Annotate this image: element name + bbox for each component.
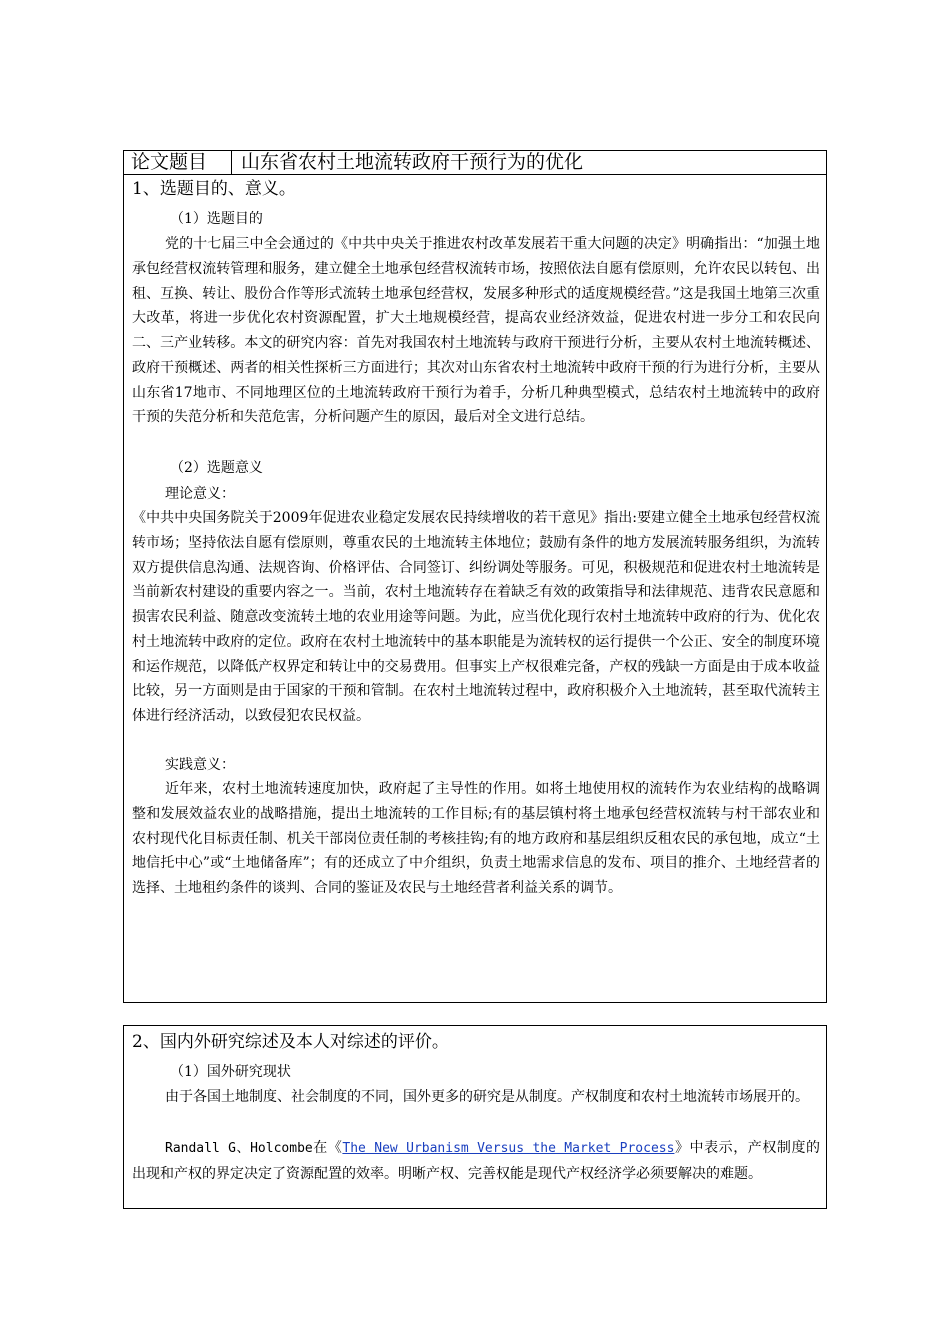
holcombe-paragraph [132,1136,820,1187]
section-1-significance-heading: （2）选题意义 [170,460,263,476]
title-divider [231,151,232,174]
thesis-title: 山东省农村土地流转政府干预行为的优化 [241,151,584,173]
section-2-heading: 2、国内外研究综述及本人对综述的评价。 [132,1032,449,1052]
practice-significance-label: 实践意义： [165,757,235,773]
theory-significance-label: 理论意义： [165,486,235,502]
foreign-research-heading: （1）国外研究现状 [170,1064,291,1080]
title-label: 论文题目 [131,151,208,173]
book-title-link[interactable]: The New Urbanism Versus the Market Process [342,1141,675,1156]
section-1-purpose-heading: （1）选题目的 [170,211,263,227]
foreign-research-paragraph: 由于各国土地制度、社会制度的不同，国外更多的研究是从制度。产权制度和农村土地流转市场展开的。 [165,1089,809,1105]
topic-form-table [123,150,827,1003]
practice-paragraph: 近年来，农村土地流转速度加快，政府起了主导性的作用。如将土地使用权的流转作为农业结构的战略调整和发展效益农业的战略措施，提出土地流转的工作目标;有的基层镇村将土地承包经营权流转与村干部农业和农村现代化目标责任制、机关干部岗位责任制的考核挂钩;有的地方政府和基层组织反租农民的承包地，成立“土地信托中心”或“土地储备库”；有的还成立了中介组织，负责土地需求信息的发布、项目的推介、土地经营者的选择、土地租约条件的谈判、合同的鉴证及农民与土地经营者利益关系的调节。 [132,781,820,896]
author-name: Randall G、Holcombe [165,1141,313,1156]
theory-paragraph: 《中共中央国务院关于2009年促进农业稳定发展农民持续增收的若干意见》指出:要建立健全土地承包经营权流转市场；坚持依法自愿有偿原则，尊重农民的土地流转主体地位；鼓励有条件的地方发展流转服务组织，为流转双方提供信息沟通、法规咨询、价格评估、合同签订、纠纷调处等服务。可见，积极规范和促进农村土地流转是当前新农村建设的重要内容之一。当前，农村土地流转存在着缺乏有效的政策指导和法律规范、违背农民意愿和损害农民利益、随意改变流转土地的农业用途等问题。为此，应当优化现行农村土地流转中政府的行为、优化农村土地流转中政府的定位。政府在农村土地流转中的基本职能是为流转权的运行提供一个公正、安全的制度环境和运作规范，以降低产权界定和转让中的交易费用。但事实上产权很难完备，产权的残缺一方面是由于成本收益比较，另一方面则是由于国家的干预和管制。在农村土地流转过程中，政府积极介入土地流转，甚至取代流转主体进行经济活动，以致侵犯农民权益。 [132,510,820,724]
literature-review-table [123,1025,827,1209]
purpose-paragraph: 党的十七届三中全会通过的《中共中央关于推进农村改革发展若干重大问题的决定》明确指出：“加强土地承包经营权流转管理和服务，建立健全土地承包经营权流转市场，按照依法自愿有偿原则，允许农民以转包、出租、互换、转让、股份合作等形式流转土地承包经营权，发展多种形式的适度规模经营。”这是我国土地第三次重大改革，将进一步优化农村资源配置，扩大土地规模经营，提高农业经济效益，促进农村进一步分工和农民向二、三产业转移。本文的研究内容：首先对我国农村土地流转与政府干预进行分析，主要从农村土地流转概述、政府干预概述、两者的相关性探析三方面进行；其次对山东省农村土地流转中政府干预的行为进行分析，主要从山东省17地市、不同地理区位的土地流转政府干预行为着手，分析几种典型模式，总结农村土地流转中的政府干预的失范分析和失范危害，分析问题产生的原因，最后对全文进行总结。 [132,236,820,426]
section-1-heading: 1、选题目的、意义。 [132,179,296,199]
book-open-quote: 在《 [312,1140,343,1156]
title-row [124,151,826,175]
holcombe-paragraph-rest: 》中表示，产权制度的出现和产权的界定决定了资源配置的效率。明晰产权、完善权能是现代产权经济学必须要解决的难题。 [132,1140,820,1182]
